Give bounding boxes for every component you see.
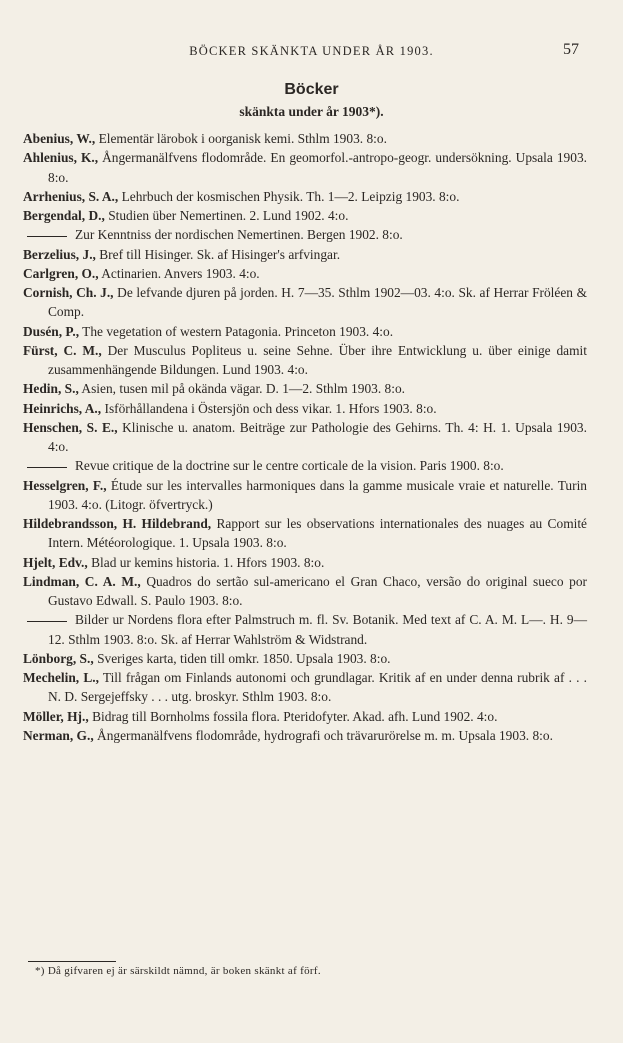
entry-author: Cornish, Ch. J., xyxy=(23,285,114,300)
entry-text: Bref till Hisinger. Sk. af Hisinger's arfvingar. xyxy=(99,246,341,262)
page-subtitle: skänkta under år 1903*). xyxy=(239,104,384,119)
entry-author: Dusén, P., xyxy=(23,323,80,339)
bibliography-entry xyxy=(23,264,587,283)
bibliography-entry xyxy=(23,245,587,264)
entry-author: Nerman, G., xyxy=(23,727,94,743)
bibliography-entry xyxy=(23,148,587,187)
entry-author: Hesselgren, F., xyxy=(23,477,107,493)
bibliography-entry xyxy=(23,225,587,244)
entry-author: Mechelin, L., xyxy=(23,670,99,685)
entry-author: Hjelt, Edv., xyxy=(23,554,88,570)
bibliography-entry xyxy=(23,514,587,553)
entry-text: Ångermanälfvens flodområde, hydrografi och trävarurörelse m. m. Upsala 1903. 8:o. xyxy=(97,727,553,743)
entry-text: Lehrbuch der kosmischen Physik. Th. 1—2. Leipzig 1903. 8:o. xyxy=(121,188,460,204)
ditto-dash xyxy=(27,467,67,468)
entry-text: Quadros do sertão sul-americano el Gran Chaco, versão do original sueco por Gustavo Edwall. S. Paulo 1903. 8:o. xyxy=(48,573,587,608)
bibliography-entry xyxy=(23,283,587,322)
entry-text: Elementär lärobok i oorganisk kemi. Sthlm 1903. 8:o. xyxy=(98,131,387,146)
bibliography-entry xyxy=(23,399,587,418)
entry-text: Blad ur kemins historia. 1. Hfors 1903. 8:o. xyxy=(91,554,325,570)
entry-text: Étude sur les intervalles harmoniques dans la gamme musicale vraie et naturelle. Turin 1903. 4:o. (Litogr. öfvertryck.) xyxy=(48,477,587,512)
entry-author: Bergendal, D., xyxy=(23,208,105,223)
entry-author: Abenius, W., xyxy=(23,131,96,146)
entry-author: Möller, Hj., xyxy=(23,708,89,724)
entry-text: De lefvande djuren på jorden. H. 7—35. Sthlm 1902—03. 4:o. Sk. af Herrar Fröléen & Comp. xyxy=(48,285,587,320)
ditto-dash xyxy=(27,621,67,622)
entry-text: Rapport sur les observations internationales des nuages au Comité Intern. Météorologique. 1. Upsala 1903. 8:o. xyxy=(48,516,587,551)
entry-text: Klinische u. anatom. Beiträge zur Pathologie des Gehirns. Th. 4: H. 1. Upsala 1903. 4:o. xyxy=(48,419,587,454)
entry-text: The vegetation of western Patagonia. Princeton 1903. 4:o. xyxy=(82,323,394,339)
page-title: Böcker xyxy=(284,81,339,98)
ditto-dash xyxy=(27,236,67,237)
bibliography-entry xyxy=(23,456,587,475)
entry-author: Hildebrandsson, H. Hildebrand, xyxy=(23,516,212,531)
footnote: *) Då gifvaren ej är särskildt nämnd, är boken skänkt af förf. xyxy=(35,965,321,977)
bibliography-entry xyxy=(23,668,587,707)
entry-author: Henschen, S. E., xyxy=(23,419,118,435)
running-head: BÖCKER SKÄNKTA UNDER ÅR 1903. xyxy=(189,44,434,58)
entry-text: Bilder ur Nordens flora efter Palmstruch m. fl. Sv. Botanik. Med text af C. A. M. L—. H. 9—12. Sthlm 1903. 8:o. Sk. af Herrar Wahlström & Widstrand. xyxy=(48,612,587,647)
entry-author: Arrhenius, S. A., xyxy=(23,188,119,204)
entry-author: Berzelius, J., xyxy=(23,246,96,262)
bibliography-entry xyxy=(23,418,587,457)
entry-text: Till frågan om Finlands autonomi och grundlagar. Kritik af en under denna rubrik af . . . N. D. Sergejeffsky . . . utg. broskyr. Sthlm 1903. 8:o. xyxy=(48,670,587,705)
entry-text: Revue critique de la doctrine sur le centre corticale de la vision. Paris 1900. 8:o. xyxy=(75,458,504,474)
bibliography-entry xyxy=(23,379,587,398)
entry-text: Isförhållandena i Östersjön och dess vikar. 1. Hfors 1903. 8:o. xyxy=(104,400,437,416)
entry-author: Ahlenius, K., xyxy=(23,150,99,166)
entry-author: Lönborg, S., xyxy=(23,650,94,666)
entry-text: Zur Kenntniss der nordischen Nemertinen. Bergen 1902. 8:o. xyxy=(75,227,403,243)
entry-text: Bidrag till Bornholms fossila flora. Pteridofyter. Akad. afh. Lund 1902. 4:o. xyxy=(92,708,498,724)
bibliography-entry xyxy=(23,649,587,668)
entry-text: Ångermanälfvens flodområde. En geomorfol.-antropo-geogr. undersökning. Upsala 1903. 8:o. xyxy=(48,150,587,185)
entry-text: Sveriges karta, tiden till omkr. 1850. Upsala 1903. 8:o. xyxy=(97,650,391,666)
bibliography-entry xyxy=(23,476,587,515)
bibliography-entry xyxy=(23,322,587,341)
entry-text: Der Musculus Popliteus u. seine Sehne. Über ihre Entwicklung u. über einige damit zusammenhängende Bildungen. Lund 1903. 4:o. xyxy=(48,342,587,377)
entry-author: Lindman, C. A. M., xyxy=(23,573,141,589)
entry-text: Asien, tusen mil på okända vägar. D. 1—2. Sthlm 1903. 8:o. xyxy=(81,381,405,397)
entry-author: Fürst, C. M., xyxy=(23,342,102,358)
bibliography-entry xyxy=(23,553,587,572)
bibliography-entry xyxy=(23,129,587,148)
entry-text: Actinarien. Anvers 1903. 4:o. xyxy=(101,265,260,281)
bibliography-entry xyxy=(23,726,587,745)
entry-author: Heinrichs, A., xyxy=(23,400,102,416)
page-number: 57 xyxy=(563,41,579,58)
entry-author: Carlgren, O., xyxy=(23,265,99,281)
bibliography-list xyxy=(23,129,587,745)
footnote-rule xyxy=(28,961,116,962)
bibliography-entry xyxy=(23,341,587,380)
bibliography-entry xyxy=(23,610,587,649)
bibliography-entry xyxy=(23,187,587,206)
bibliography-entry xyxy=(23,707,587,726)
entry-author: Hedin, S., xyxy=(23,381,79,397)
entry-text: Studien über Nemertinen. 2. Lund 1902. 4:o. xyxy=(108,208,349,223)
bibliography-entry xyxy=(23,572,587,611)
bibliography-entry xyxy=(23,206,587,225)
